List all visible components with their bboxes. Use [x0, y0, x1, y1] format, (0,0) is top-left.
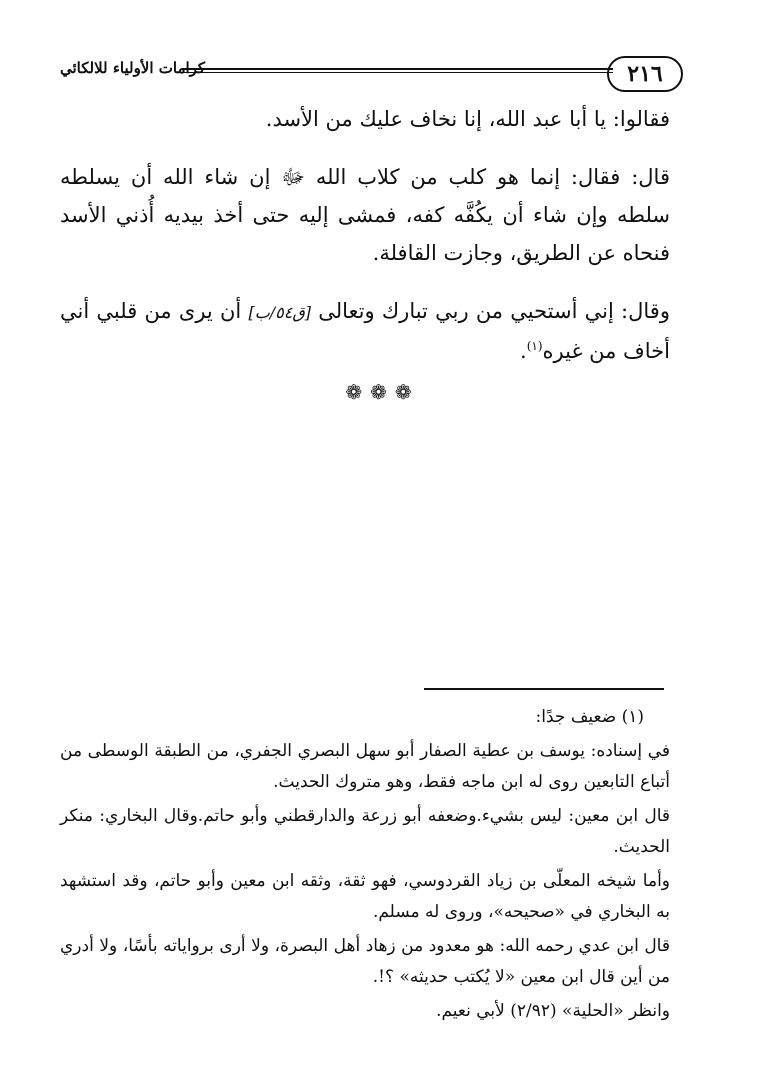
main-text: [60, 100, 670, 386]
paragraph: قال: فقال: إنما هو كلب من كلاب الله ﷻ إن شاء الله أن يسلطه سلطه وإن شاء أن يكُفَّه كفه، فمشى إليه حتى أخذ بيديه أُذني الأسد فنحاه عن الطريق، وجازت القافلة.: [60, 165, 670, 265]
paragraph: [60, 292, 670, 370]
footnote-paragraph: قال ابن عدي رحمه الله: هو معدود من زهاد أهل البصرة، ولا أرى برواياته بأسًا، ولا أدري من أين قال ابن معين «لا يُكتب حديثه» ؟!.: [60, 936, 670, 987]
footnote-paragraph: في إسناده: يوسف بن عطية الصفار أبو سهل البصري الجفري، من الطبقة الوسطى من أتباع التابعين روى له ابن ماجه فقط، وهو متروك الحديث.: [60, 741, 670, 792]
page-header: [60, 56, 683, 92]
paragraph-end: .: [520, 339, 527, 363]
running-book-title: كرامات الأولياء للالكائي: [60, 59, 206, 77]
footnote-paragraph: وأما شيخه المعلّى بن زياد القردوسي، فهو ثقة، وثقه ابن معين وأبو حاتم، وقد استشهد به البخاري في «صحيحه»، وروى له مسلم.: [60, 871, 670, 922]
footnote-paragraph: وانظر «الحلية» (٢/٩٢) لأبي نعيم.: [436, 1001, 670, 1021]
paragraph-text: وقال: إني أستحيي من ربي تبارك وتعالى: [318, 299, 670, 323]
footnote-paragraph: قال ابن معين: ليس بشيء.وضعفه أبو زرعة والدارقطني وأبو حاتم.وقال البخاري: منكر الحديث.: [60, 806, 670, 857]
paragraph-text: أن يرى من قلبي أني أخاف من غيره: [60, 299, 670, 363]
manuscript-folio-marker: [ق٥٤/ب]: [248, 303, 312, 322]
header-rule: [182, 68, 613, 73]
footnote-reference: (١): [526, 339, 543, 353]
footnotes: [60, 702, 670, 1030]
page-number: ٢١٦: [607, 56, 683, 92]
section-separator-ornament: ❁❁❁: [345, 380, 420, 404]
footnote-rule: [424, 688, 664, 690]
footnote-heading: (١) ضعيف جدًا:: [535, 707, 644, 727]
paragraph: فقالوا: يا أبا عبد الله، إنا نخاف عليك من الأسد.: [265, 107, 670, 131]
